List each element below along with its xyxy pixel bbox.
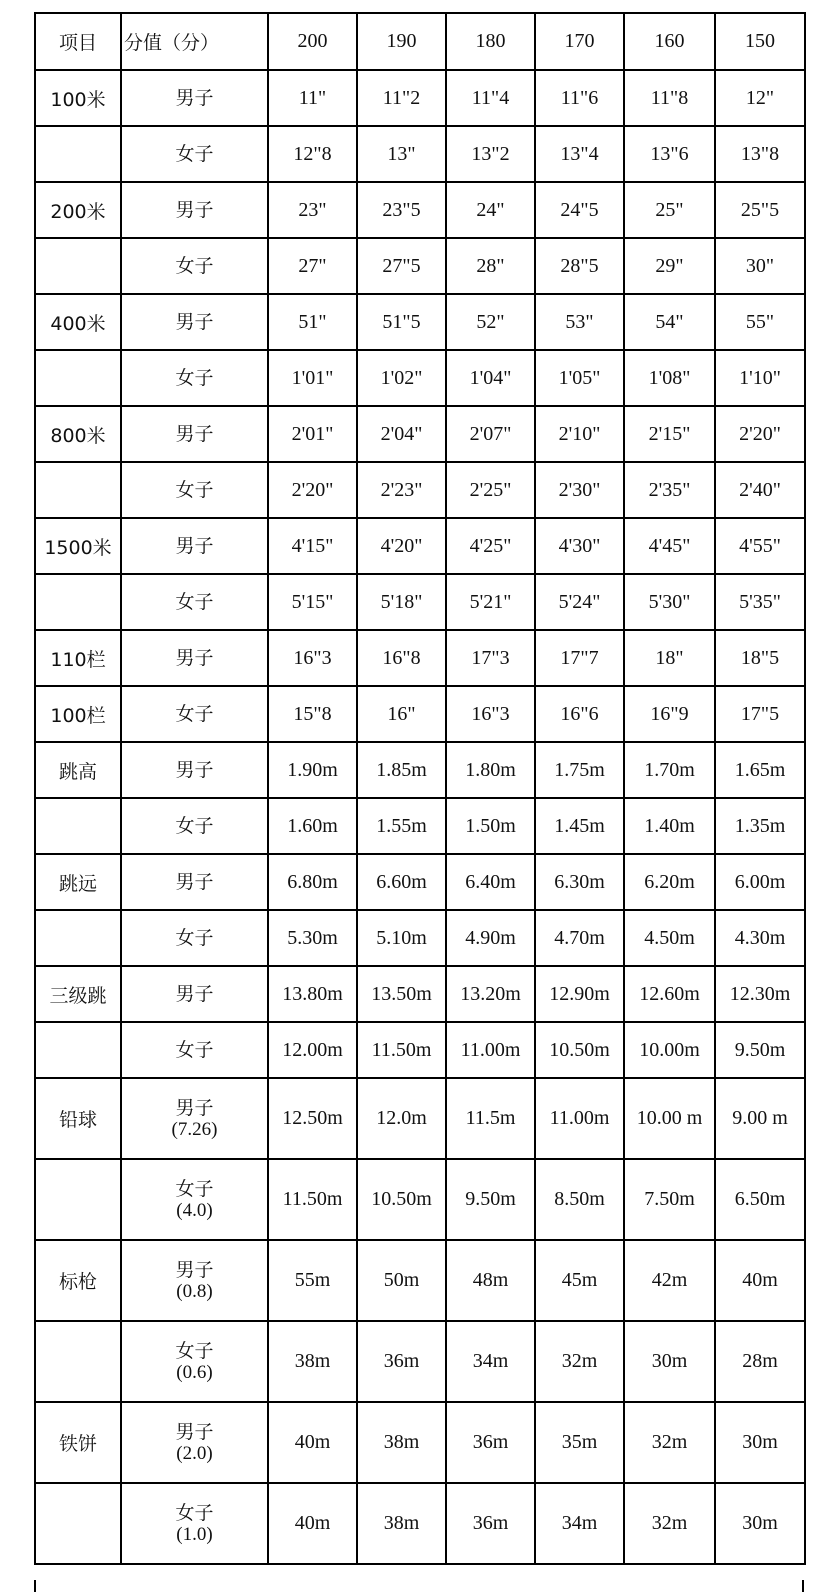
event-cell: 跳高 bbox=[35, 742, 121, 798]
value-cell: 13"6 bbox=[624, 126, 715, 182]
event-cell bbox=[35, 798, 121, 854]
value-cell: 4.50m bbox=[624, 910, 715, 966]
value-cell: 10.50m bbox=[535, 1022, 624, 1078]
header-score-170: 170 bbox=[535, 13, 624, 70]
value-cell: 11.00m bbox=[535, 1078, 624, 1159]
event-cell bbox=[35, 126, 121, 182]
value-cell: 11.00m bbox=[446, 1022, 535, 1078]
table-row bbox=[35, 518, 805, 574]
value-cell: 40m bbox=[268, 1402, 357, 1483]
gender-cell bbox=[121, 406, 268, 462]
value-cell: 5'35" bbox=[715, 574, 805, 630]
value-cell: 13.50m bbox=[357, 966, 446, 1022]
value-cell: 9.50m bbox=[715, 1022, 805, 1078]
value-cell: 32m bbox=[535, 1321, 624, 1402]
gender-label: 女子 bbox=[175, 1177, 214, 1200]
table-row bbox=[35, 1022, 805, 1078]
value-cell: 16"3 bbox=[268, 630, 357, 686]
gender-cell bbox=[121, 798, 268, 854]
value-cell: 1.35m bbox=[715, 798, 805, 854]
event-cell: 1500米 bbox=[35, 518, 121, 574]
gender-cell bbox=[121, 518, 268, 574]
event-cell: 400米 bbox=[35, 294, 121, 350]
table-row bbox=[35, 574, 805, 630]
value-cell: 28"5 bbox=[535, 238, 624, 294]
table-row bbox=[35, 406, 805, 462]
gender-label: 男子 bbox=[175, 311, 214, 333]
value-cell: 5.30m bbox=[268, 910, 357, 966]
value-cell: 11"2 bbox=[357, 70, 446, 126]
value-cell: 10.00m bbox=[624, 1022, 715, 1078]
gender-cell bbox=[121, 462, 268, 518]
value-cell: 10.00 m bbox=[624, 1078, 715, 1159]
value-cell: 5'15" bbox=[268, 574, 357, 630]
gender-cell bbox=[121, 350, 268, 406]
value-cell: 1'05" bbox=[535, 350, 624, 406]
gender-cell bbox=[121, 1022, 268, 1078]
table-row bbox=[35, 238, 805, 294]
value-cell: 1.55m bbox=[357, 798, 446, 854]
gender-cell bbox=[121, 1159, 268, 1240]
table-row bbox=[35, 350, 805, 406]
value-cell: 51"5 bbox=[357, 294, 446, 350]
value-cell: 5'30" bbox=[624, 574, 715, 630]
event-cell: 跳远 bbox=[35, 854, 121, 910]
value-cell: 45m bbox=[535, 1240, 624, 1321]
event-cell: 铁饼 bbox=[35, 1402, 121, 1483]
value-cell: 2'20" bbox=[268, 462, 357, 518]
value-cell: 2'23" bbox=[357, 462, 446, 518]
value-cell: 17"5 bbox=[715, 686, 805, 742]
event-cell bbox=[35, 462, 121, 518]
value-cell: 4'25" bbox=[446, 518, 535, 574]
value-cell: 11.50m bbox=[357, 1022, 446, 1078]
value-cell: 1'01" bbox=[268, 350, 357, 406]
gender-cell bbox=[121, 126, 268, 182]
value-cell: 30m bbox=[715, 1402, 805, 1483]
value-cell: 16"9 bbox=[624, 686, 715, 742]
value-cell: 12.60m bbox=[624, 966, 715, 1022]
gender-cell bbox=[121, 238, 268, 294]
value-cell: 1'02" bbox=[357, 350, 446, 406]
value-cell: 10.50m bbox=[357, 1159, 446, 1240]
value-cell: 32m bbox=[624, 1483, 715, 1564]
score-table bbox=[34, 12, 806, 1565]
value-cell: 4'45" bbox=[624, 518, 715, 574]
value-cell: 2'07" bbox=[446, 406, 535, 462]
value-cell: 16" bbox=[357, 686, 446, 742]
table-row bbox=[35, 1483, 805, 1564]
value-cell: 16"3 bbox=[446, 686, 535, 742]
header-score-150: 150 bbox=[715, 13, 805, 70]
value-cell: 12.30m bbox=[715, 966, 805, 1022]
value-cell: 51" bbox=[268, 294, 357, 350]
value-cell: 12.90m bbox=[535, 966, 624, 1022]
value-cell: 4'15" bbox=[268, 518, 357, 574]
value-cell: 2'20" bbox=[715, 406, 805, 462]
value-cell: 25" bbox=[624, 182, 715, 238]
event-cell: 铅球 bbox=[35, 1078, 121, 1159]
value-cell: 5'21" bbox=[446, 574, 535, 630]
value-cell: 36m bbox=[446, 1483, 535, 1564]
gender-cell bbox=[121, 630, 268, 686]
value-cell: 52" bbox=[446, 294, 535, 350]
value-cell: 2'04" bbox=[357, 406, 446, 462]
value-cell: 12.50m bbox=[268, 1078, 357, 1159]
value-cell: 17"7 bbox=[535, 630, 624, 686]
value-cell: 6.40m bbox=[446, 854, 535, 910]
event-cell bbox=[35, 1159, 121, 1240]
value-cell: 32m bbox=[624, 1402, 715, 1483]
header-score-180: 180 bbox=[446, 13, 535, 70]
value-cell: 2'35" bbox=[624, 462, 715, 518]
event-cell: 800米 bbox=[35, 406, 121, 462]
value-cell: 1'10" bbox=[715, 350, 805, 406]
gender-cell bbox=[121, 1321, 268, 1402]
value-cell: 1.80m bbox=[446, 742, 535, 798]
value-cell: 5.10m bbox=[357, 910, 446, 966]
value-cell: 30m bbox=[624, 1321, 715, 1402]
value-cell: 1.70m bbox=[624, 742, 715, 798]
event-cell bbox=[35, 910, 121, 966]
value-cell: 2'30" bbox=[535, 462, 624, 518]
value-cell: 35m bbox=[535, 1402, 624, 1483]
table-continuation bbox=[34, 1580, 804, 1592]
value-cell: 9.50m bbox=[446, 1159, 535, 1240]
value-cell: 36m bbox=[446, 1402, 535, 1483]
value-cell: 40m bbox=[268, 1483, 357, 1564]
value-cell: 13.80m bbox=[268, 966, 357, 1022]
value-cell: 28m bbox=[715, 1321, 805, 1402]
gender-cell bbox=[121, 910, 268, 966]
event-cell: 100栏 bbox=[35, 686, 121, 742]
event-cell bbox=[35, 1483, 121, 1564]
gender-label: 男子 bbox=[175, 759, 214, 781]
value-cell: 11"4 bbox=[446, 70, 535, 126]
value-cell: 11" bbox=[268, 70, 357, 126]
value-cell: 4.70m bbox=[535, 910, 624, 966]
value-cell: 6.20m bbox=[624, 854, 715, 910]
value-cell: 12.0m bbox=[357, 1078, 446, 1159]
event-cell: 标枪 bbox=[35, 1240, 121, 1321]
value-cell: 16"6 bbox=[535, 686, 624, 742]
gender-label: 女子 bbox=[175, 1039, 214, 1061]
value-cell: 4.90m bbox=[446, 910, 535, 966]
gender-cell bbox=[121, 686, 268, 742]
gender-label: 男子 bbox=[175, 871, 214, 893]
table-row bbox=[35, 1078, 805, 1159]
gender-cell bbox=[121, 1240, 268, 1321]
value-cell: 8.50m bbox=[535, 1159, 624, 1240]
value-cell: 9.00 m bbox=[715, 1078, 805, 1159]
value-cell: 38m bbox=[268, 1321, 357, 1402]
table-row bbox=[35, 126, 805, 182]
table-row bbox=[35, 854, 805, 910]
value-cell: 24" bbox=[446, 182, 535, 238]
table-row bbox=[35, 1402, 805, 1483]
header-score-190: 190 bbox=[357, 13, 446, 70]
gender-label: 女子 bbox=[175, 479, 214, 501]
header-row bbox=[35, 13, 805, 70]
implement-weight: (0.6) bbox=[176, 1361, 213, 1383]
gender-label: 女子 bbox=[175, 143, 214, 165]
table-row bbox=[35, 1159, 805, 1240]
value-cell: 55" bbox=[715, 294, 805, 350]
value-cell: 30m bbox=[715, 1483, 805, 1564]
value-cell: 25"5 bbox=[715, 182, 805, 238]
value-cell: 28" bbox=[446, 238, 535, 294]
value-cell: 1.90m bbox=[268, 742, 357, 798]
value-cell: 11"8 bbox=[624, 70, 715, 126]
value-cell: 15"8 bbox=[268, 686, 357, 742]
value-cell: 4'55" bbox=[715, 518, 805, 574]
value-cell: 11"6 bbox=[535, 70, 624, 126]
value-cell: 27" bbox=[268, 238, 357, 294]
table-row bbox=[35, 742, 805, 798]
value-cell: 12.00m bbox=[268, 1022, 357, 1078]
implement-weight: (4.0) bbox=[176, 1199, 213, 1221]
value-cell: 13" bbox=[357, 126, 446, 182]
value-cell: 11.5m bbox=[446, 1078, 535, 1159]
implement-weight: (2.0) bbox=[176, 1442, 213, 1464]
value-cell: 5'18" bbox=[357, 574, 446, 630]
value-cell: 16"8 bbox=[357, 630, 446, 686]
value-cell: 23"5 bbox=[357, 182, 446, 238]
value-cell: 13.20m bbox=[446, 966, 535, 1022]
gender-label: 男子 bbox=[175, 983, 214, 1005]
gender-cell bbox=[121, 1402, 268, 1483]
value-cell: 6.30m bbox=[535, 854, 624, 910]
value-cell: 1'08" bbox=[624, 350, 715, 406]
table-row bbox=[35, 1240, 805, 1321]
gender-cell bbox=[121, 966, 268, 1022]
header-score-200: 200 bbox=[268, 13, 357, 70]
gender-label: 男子 bbox=[175, 423, 214, 445]
table-row bbox=[35, 910, 805, 966]
gender-label: 男子 bbox=[175, 199, 214, 221]
value-cell: 1.50m bbox=[446, 798, 535, 854]
value-cell: 1.85m bbox=[357, 742, 446, 798]
gender-label: 男子 bbox=[175, 1096, 214, 1119]
gender-label: 男子 bbox=[175, 1420, 214, 1443]
gender-cell bbox=[121, 1483, 268, 1564]
gender-cell bbox=[121, 1078, 268, 1159]
value-cell: 4'30" bbox=[535, 518, 624, 574]
value-cell: 1.65m bbox=[715, 742, 805, 798]
table-row bbox=[35, 686, 805, 742]
table-row bbox=[35, 1321, 805, 1402]
value-cell: 12"8 bbox=[268, 126, 357, 182]
table-row bbox=[35, 462, 805, 518]
implement-weight: (0.8) bbox=[176, 1280, 213, 1302]
value-cell: 7.50m bbox=[624, 1159, 715, 1240]
gender-label: 女子 bbox=[175, 367, 214, 389]
value-cell: 42m bbox=[624, 1240, 715, 1321]
table-row bbox=[35, 966, 805, 1022]
value-cell: 2'01" bbox=[268, 406, 357, 462]
value-cell: 55m bbox=[268, 1240, 357, 1321]
value-cell: 38m bbox=[357, 1402, 446, 1483]
table-row bbox=[35, 294, 805, 350]
gender-label: 女子 bbox=[175, 591, 214, 613]
value-cell: 1.60m bbox=[268, 798, 357, 854]
value-cell: 6.80m bbox=[268, 854, 357, 910]
value-cell: 17"3 bbox=[446, 630, 535, 686]
table-row bbox=[35, 630, 805, 686]
event-cell bbox=[35, 350, 121, 406]
table-row bbox=[35, 182, 805, 238]
value-cell: 5'24" bbox=[535, 574, 624, 630]
value-cell: 50m bbox=[357, 1240, 446, 1321]
gender-cell bbox=[121, 854, 268, 910]
event-cell: 110栏 bbox=[35, 630, 121, 686]
header-score-label: 分值（分） bbox=[121, 13, 268, 70]
gender-label: 女子 bbox=[175, 1339, 214, 1362]
value-cell: 1'04" bbox=[446, 350, 535, 406]
event-cell: 100米 bbox=[35, 70, 121, 126]
implement-weight: (7.26) bbox=[171, 1118, 218, 1140]
value-cell: 34m bbox=[535, 1483, 624, 1564]
value-cell: 54" bbox=[624, 294, 715, 350]
value-cell: 53" bbox=[535, 294, 624, 350]
table-row bbox=[35, 70, 805, 126]
value-cell: 4.30m bbox=[715, 910, 805, 966]
value-cell: 2'15" bbox=[624, 406, 715, 462]
value-cell: 13"8 bbox=[715, 126, 805, 182]
value-cell: 6.00m bbox=[715, 854, 805, 910]
event-cell: 三级跳 bbox=[35, 966, 121, 1022]
value-cell: 29" bbox=[624, 238, 715, 294]
value-cell: 36m bbox=[357, 1321, 446, 1402]
value-cell: 6.50m bbox=[715, 1159, 805, 1240]
gender-label: 男子 bbox=[175, 87, 214, 109]
value-cell: 2'40" bbox=[715, 462, 805, 518]
gender-label: 男子 bbox=[175, 1258, 214, 1281]
implement-weight: (1.0) bbox=[176, 1523, 213, 1545]
value-cell: 4'20" bbox=[357, 518, 446, 574]
gender-label: 男子 bbox=[175, 647, 214, 669]
event-cell bbox=[35, 238, 121, 294]
value-cell: 1.75m bbox=[535, 742, 624, 798]
gender-label: 男子 bbox=[175, 535, 214, 557]
header-score-160: 160 bbox=[624, 13, 715, 70]
value-cell: 18"5 bbox=[715, 630, 805, 686]
value-cell: 13"2 bbox=[446, 126, 535, 182]
value-cell: 34m bbox=[446, 1321, 535, 1402]
event-cell: 200米 bbox=[35, 182, 121, 238]
table-row bbox=[35, 798, 805, 854]
value-cell: 48m bbox=[446, 1240, 535, 1321]
value-cell: 27"5 bbox=[357, 238, 446, 294]
gender-cell bbox=[121, 742, 268, 798]
event-cell bbox=[35, 1022, 121, 1078]
value-cell: 23" bbox=[268, 182, 357, 238]
gender-cell bbox=[121, 574, 268, 630]
value-cell: 38m bbox=[357, 1483, 446, 1564]
header-event-label: 项目 bbox=[35, 13, 121, 70]
value-cell: 1.40m bbox=[624, 798, 715, 854]
gender-label: 女子 bbox=[175, 815, 214, 837]
value-cell: 1.45m bbox=[535, 798, 624, 854]
value-cell: 6.60m bbox=[357, 854, 446, 910]
gender-cell bbox=[121, 182, 268, 238]
gender-label: 女子 bbox=[175, 703, 214, 725]
event-cell bbox=[35, 1321, 121, 1402]
gender-label: 女子 bbox=[175, 1501, 214, 1524]
value-cell: 2'10" bbox=[535, 406, 624, 462]
value-cell: 11.50m bbox=[268, 1159, 357, 1240]
gender-cell bbox=[121, 70, 268, 126]
value-cell: 13"4 bbox=[535, 126, 624, 182]
value-cell: 18" bbox=[624, 630, 715, 686]
gender-cell bbox=[121, 294, 268, 350]
value-cell: 12" bbox=[715, 70, 805, 126]
value-cell: 24"5 bbox=[535, 182, 624, 238]
event-cell bbox=[35, 574, 121, 630]
gender-label: 女子 bbox=[175, 255, 214, 277]
value-cell: 40m bbox=[715, 1240, 805, 1321]
value-cell: 2'25" bbox=[446, 462, 535, 518]
gender-label: 女子 bbox=[175, 927, 214, 949]
value-cell: 30" bbox=[715, 238, 805, 294]
